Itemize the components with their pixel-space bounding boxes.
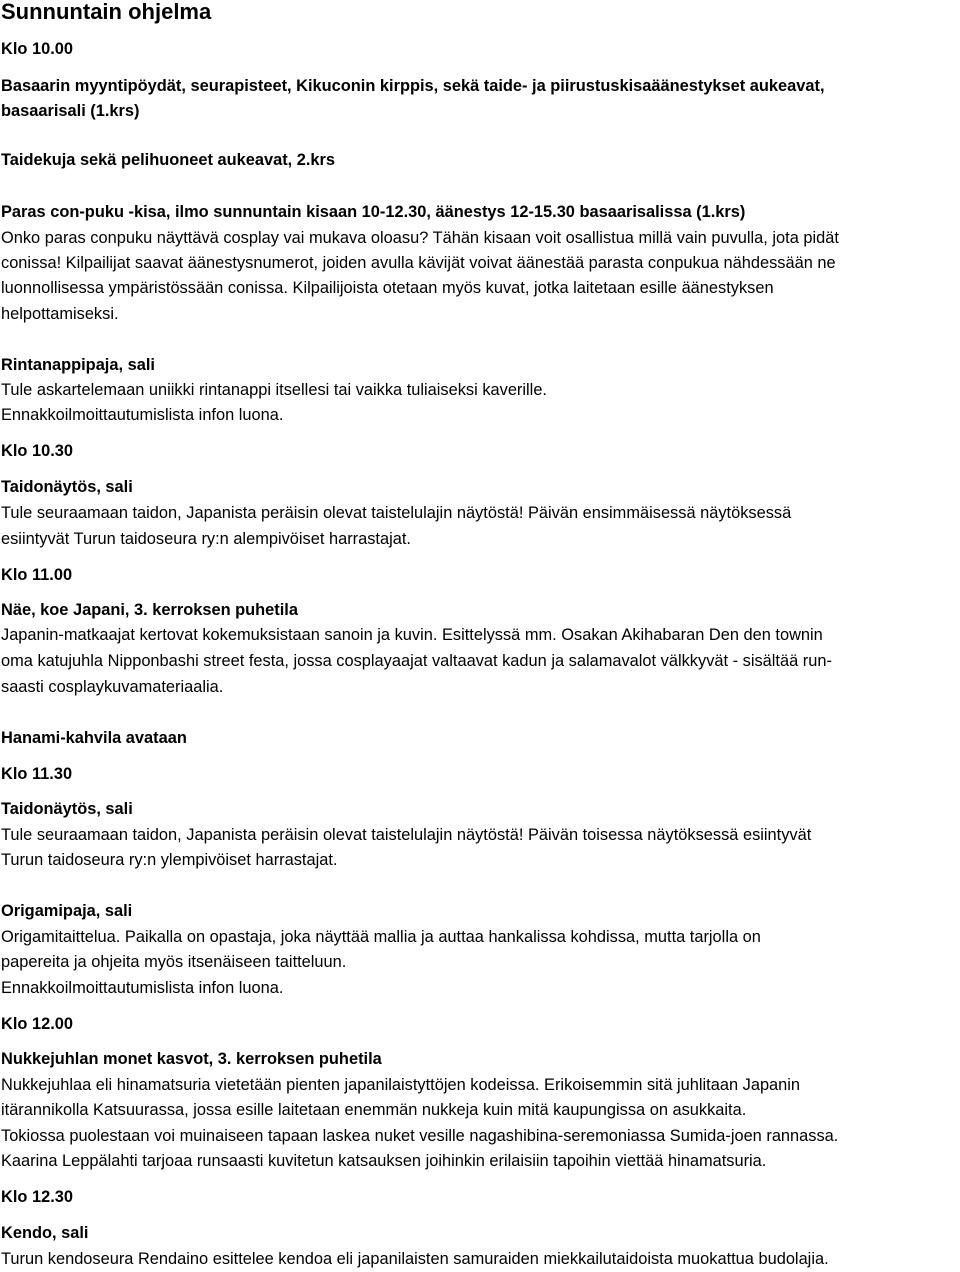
event-description: Japanin-matkaajat kertovat kokemuksistaan sanoin ja kuvin. Esittelyssä mm. Osakan Akihabaran Den den townin	[1, 626, 823, 644]
event-description: saasti cosplaykuvamateriaalia.	[1, 678, 224, 696]
event-title: Taidekuja sekä pelihuoneet aukeavat, 2.krs	[1, 151, 336, 169]
event-description: Nukkejuhlaa eli hinamatsuria vietetään pienten japanilaistyttöjen kodeissa. Erikoisemmin sitä juhlitaan Japanin	[1, 1076, 801, 1094]
event-title: Paras con-puku -kisa, ilmo sunnuntain kisaan 10-12.30, äänestys 12-15.30 basaarisalissa (1.krs)	[1, 203, 746, 221]
event-description: Origamitaittelua. Paikalla on opastaja, joka näyttää mallia ja auttaa hankalissa kohdissa, mutta tarjolla on	[1, 928, 761, 946]
event-title: Nukkejuhlan monet kasvot, 3. kerroksen puhetila	[1, 1050, 382, 1068]
event-description: Tule seuraamaan taidon, Japanista peräisin olevat taistelulajin näytöstä! Päivän toisessa näytöksessä esiintyvät	[1, 826, 812, 844]
event-description: Ennakkoilmoittautumislista infon luona.	[1, 406, 284, 424]
event-title: basaarisali (1.krs)	[1, 102, 140, 120]
time-heading: Klo 12.30	[1, 1188, 73, 1206]
event-title: Hanami-kahvila avataan	[1, 729, 187, 747]
time-heading: Klo 11.00	[1, 566, 73, 584]
event-title: Taidonäytös, sali	[1, 478, 133, 496]
event-description: esiintyvät Turun taidoseura ry:n alempivöiset harrastajat.	[1, 530, 411, 548]
event-description: itärannikolla Katsuurassa, jossa esille laitetaan enemmän nukkeja kuin mitä kaupungissa on asukkaita.	[1, 1101, 747, 1119]
time-heading: Klo 11.30	[1, 765, 73, 783]
event-title: Basaarin myyntipöydät, seurapisteet, Kikuconin kirppis, sekä taide- ja piirustuskisaäänestykset aukeavat,	[1, 77, 825, 95]
event-description: oma katujuhla Nipponbashi street festa, jossa cosplayaajat valtaavat kadun ja salamavalot välkkyvät - sisältää run-	[1, 652, 832, 670]
event-description: Ennakkoilmoittautumislista infon luona.	[1, 979, 284, 997]
page-title: Sunnuntain ohjelma	[1, 0, 212, 24]
event-title: Taidonäytös, sali	[1, 800, 133, 818]
time-heading: Klo 10.30	[1, 442, 73, 460]
event-description: Turun taidoseura ry:n ylempivöiset harrastajat.	[1, 851, 338, 869]
event-description: Kaarina Leppälahti tarjoaa runsaasti kuvitetun katsauksen joihinkin erilaisiin tapoihin viettää hinamatsuria.	[1, 1152, 767, 1170]
event-description: conissa! Kilpailijat saavat äänestysnumerot, joiden avulla kävijät voivat äänestää parasta conpukua nähdessään ne	[1, 254, 836, 272]
event-description: luonnollisessa ympäristössään conissa. Kilpailijoista otetaan myös kuvat, jotka laitetaan esille äänestyksen	[1, 279, 774, 297]
event-title: Kendo, sali	[1, 1224, 89, 1242]
event-description: Tokiossa puolestaan voi muinaiseen tapaan laskea nuket vesille nagashibina-seremoniassa Sumida-joen rannassa.	[1, 1127, 839, 1145]
event-title: Rintanappipaja, sali	[1, 356, 155, 374]
time-heading: Klo 12.00	[1, 1015, 73, 1033]
event-title: Näe, koe Japani, 3. kerroksen puhetila	[1, 601, 298, 619]
event-description: Tule askartelemaan uniikki rintanappi itsellesi tai vaikka tuliaiseksi kaverille.	[1, 381, 547, 399]
event-description: Tule seuraamaan taidon, Japanista peräisin olevat taistelulajin näytöstä! Päivän ensimmäisessä näytöksessä	[1, 504, 792, 522]
event-title: Origamipaja, sali	[1, 902, 133, 920]
event-description: helpottamiseksi.	[1, 305, 119, 323]
event-description: Turun kendoseura Rendaino esittelee kendoa eli japanilaisten samuraiden miekkailutaidoista muokattua budolajia.	[1, 1250, 829, 1268]
time-heading: Klo 10.00	[1, 40, 73, 58]
event-description: Onko paras conpuku näyttävä cosplay vai mukava oloasu? Tähän kisaan voit osallistua millä vain puvulla, jota pidät	[1, 229, 839, 247]
event-description: papereita ja ohjeita myös itsenäiseen taitteluun.	[1, 953, 347, 971]
